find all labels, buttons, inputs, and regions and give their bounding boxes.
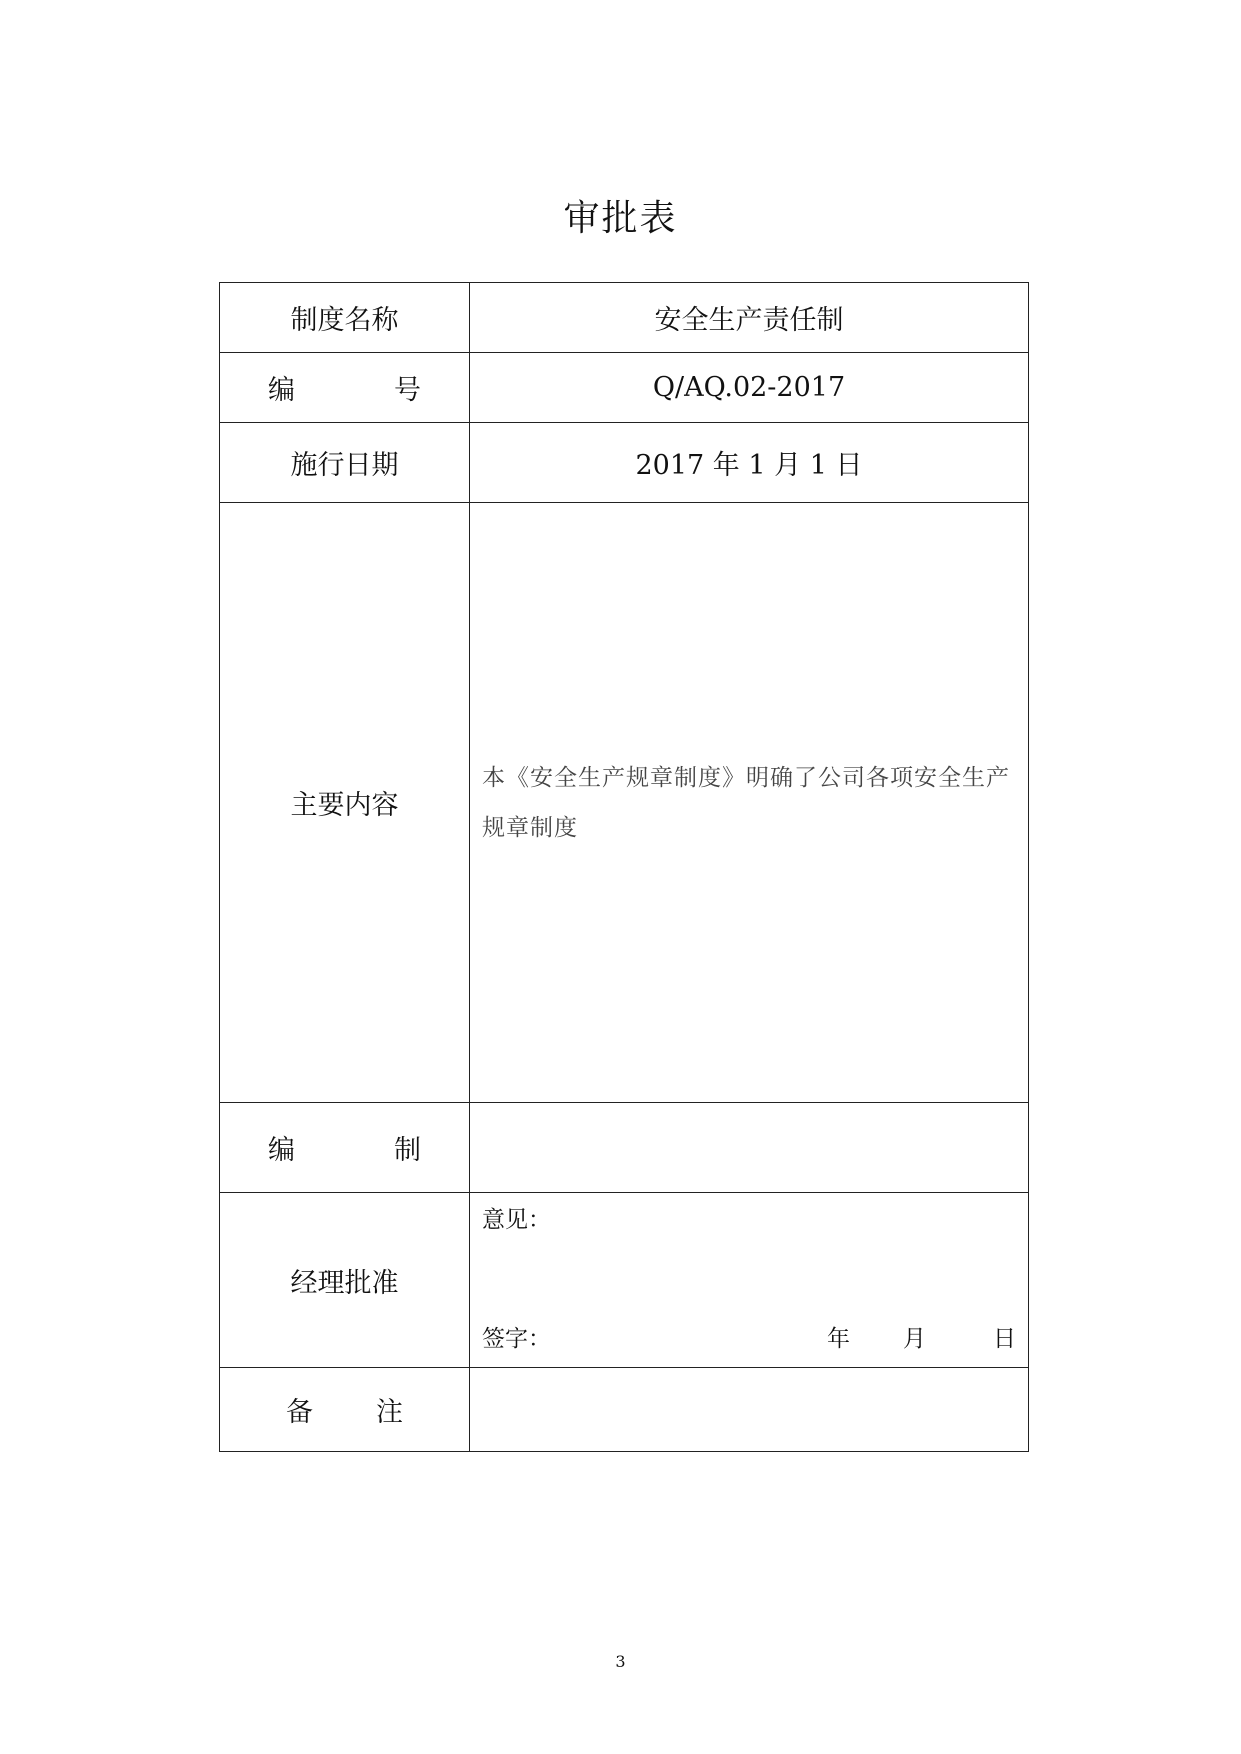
row-remarks — [220, 1368, 1029, 1452]
page-number: 3 — [615, 1652, 626, 1671]
month-label: 月 — [903, 1326, 926, 1352]
main-content-cell — [470, 503, 1029, 1103]
signature-label: 签字： — [482, 1326, 551, 1352]
number-value: Q/AQ.02-2017 — [470, 353, 1029, 423]
row-compiled-by — [220, 1103, 1029, 1193]
main-content-label: 主要内容 — [220, 503, 470, 1103]
compiled-by-label — [220, 1103, 470, 1193]
remarks-label — [220, 1368, 470, 1452]
effective-date-label: 施行日期 — [220, 423, 470, 503]
remarks-label-left: 备 — [286, 1397, 313, 1428]
row-manager-approval — [220, 1193, 1029, 1368]
policy-name-value: 安全生产责任制 — [470, 283, 1029, 353]
compiled-by-label-left: 编 — [268, 1135, 295, 1166]
approval-table — [219, 282, 1029, 1452]
row-effective-date — [220, 423, 1029, 503]
number-label-right: 号 — [394, 375, 421, 406]
remarks-value — [470, 1368, 1029, 1452]
day-label: 日 — [993, 1326, 1016, 1352]
number-label-left: 编 — [268, 375, 295, 406]
row-number — [220, 353, 1029, 423]
compiled-by-value — [470, 1103, 1029, 1193]
number-label — [220, 353, 470, 423]
row-main-content — [220, 503, 1029, 1103]
policy-name-label: 制度名称 — [220, 283, 470, 353]
remarks-label-right: 注 — [376, 1397, 403, 1428]
opinion-label: 意见： — [482, 1207, 551, 1233]
year-label: 年 — [827, 1326, 850, 1352]
manager-approval-label: 经理批准 — [220, 1193, 470, 1368]
manager-approval-cell — [470, 1193, 1029, 1368]
page-title: 审批表 — [563, 198, 678, 239]
effective-date-value: 2017 年 1 月 1 日 — [470, 423, 1029, 503]
row-policy-name — [220, 283, 1029, 353]
main-content-text: 本《安全生产规章制度》明确了公司各项安全生产规章制度 — [482, 764, 1010, 841]
compiled-by-label-right: 制 — [394, 1135, 421, 1166]
